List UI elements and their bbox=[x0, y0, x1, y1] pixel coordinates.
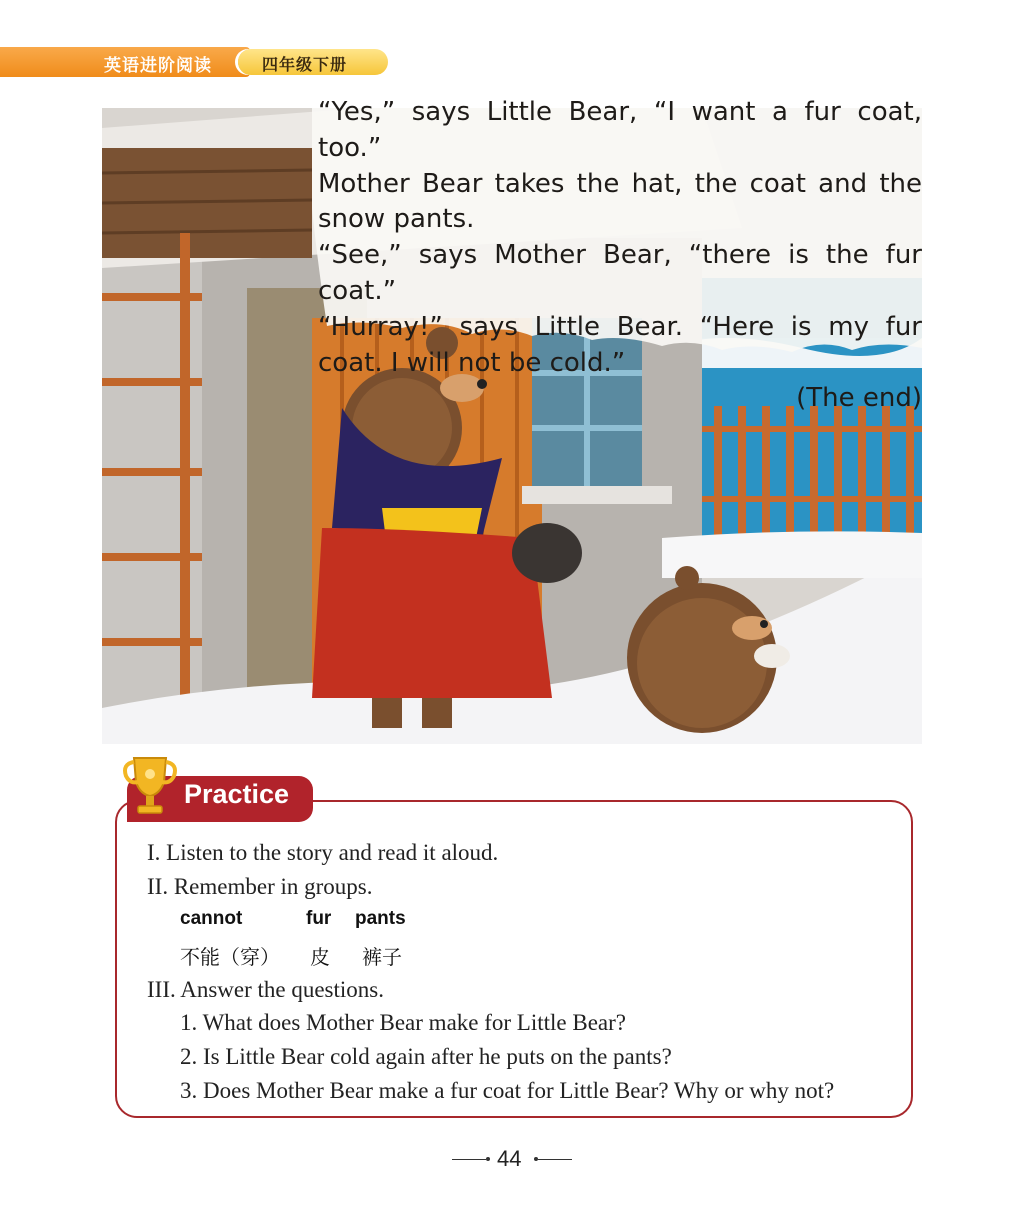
vocab-meaning-pants: 裤子 bbox=[362, 945, 402, 969]
story-paragraph-1: “Yes,” says Little Bear, “I want a fur coat, too.” bbox=[318, 97, 922, 163]
practice-item-3: III. Answer the questions. bbox=[147, 977, 384, 1002]
question-2: 2. Is Little Bear cold again after he puts on the pants? bbox=[180, 1044, 672, 1069]
footer-rule-left bbox=[452, 1159, 486, 1160]
story-text bbox=[318, 95, 922, 417]
series-title: 英语进阶阅读 bbox=[104, 56, 212, 76]
story-paragraph-2: Mother Bear takes the hat, the coat and the snow pants. bbox=[318, 168, 922, 235]
page-footer bbox=[452, 1146, 572, 1174]
trophy-icon bbox=[120, 752, 180, 818]
book-header bbox=[0, 47, 395, 77]
vocab-word-pants: pants bbox=[355, 908, 406, 929]
vocab-meaning-fur: 皮 bbox=[310, 945, 330, 969]
story-paragraph-3: “See,” says Mother Bear, “there is the fur coat.” bbox=[318, 240, 922, 306]
footer-dot-left bbox=[486, 1157, 490, 1161]
practice-item-2: II. Remember in groups. bbox=[147, 874, 373, 899]
page-number: 44 bbox=[497, 1146, 522, 1171]
story-ending: (The end) bbox=[796, 383, 922, 414]
practice-item-1: I. Listen to the story and read it aloud. bbox=[147, 840, 499, 865]
vocab-meaning-cannot: 不能（穿） bbox=[180, 945, 280, 969]
footer-rule-right bbox=[538, 1159, 572, 1160]
question-1: 1. What does Mother Bear make for Little Bear? bbox=[180, 1010, 626, 1035]
story-paragraph-4: “Hurray!” says Little Bear. “Here is my fur coat. I will not be cold.” bbox=[318, 311, 922, 378]
grade-title: 四年级下册 bbox=[262, 55, 348, 74]
vocab-word-fur: fur bbox=[306, 908, 332, 929]
question-3: 3. Does Mother Bear make a fur coat for Little Bear? Why or why not? bbox=[180, 1078, 835, 1103]
vocab-word-cannot: cannot bbox=[180, 908, 243, 929]
practice-title: Practice bbox=[184, 779, 290, 809]
